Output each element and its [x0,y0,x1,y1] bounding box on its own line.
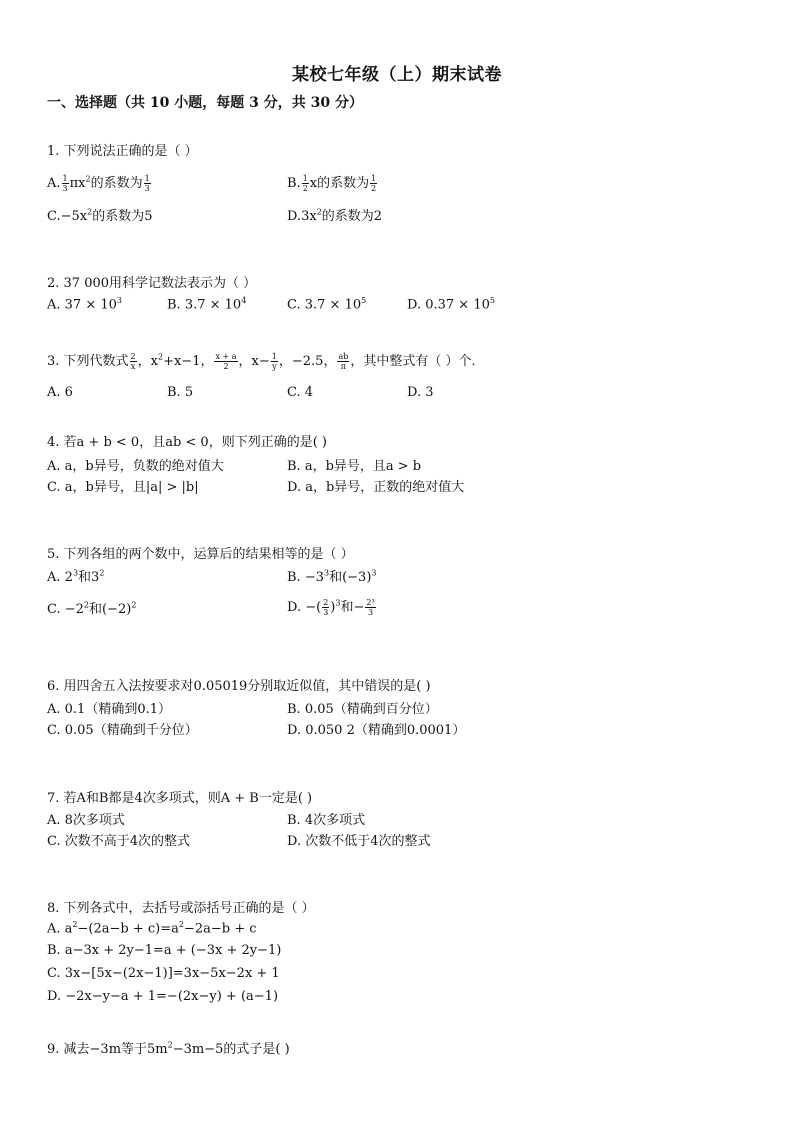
option-text: A. 37 × 10 [47,297,117,313]
option-text: 和3 [78,570,100,585]
question-5-option-a[interactable] [47,566,104,585]
question-7-option-a[interactable]: A. 8次多项式 [47,813,125,828]
question-6-option-b[interactable]: B. 0.05（精确到百分位） [287,702,438,717]
fraction [144,174,151,193]
question-1-option-d[interactable] [287,205,382,224]
question-8-stem: 8. 下列各式中，去括号或添括号正确的是（ ） [47,901,315,916]
option-label: B. [287,176,301,191]
stem-text: +x−1， [163,354,214,369]
question-4-stem: 4. 若a + b < 0，且ab < 0，则下列正确的是( ) [47,435,327,450]
question-3-option-c[interactable]: C. 4 [287,385,314,400]
exponent: 2 [99,568,105,578]
numerator: 1 [144,174,150,183]
exponent: 3 [116,296,122,305]
option-text: D. 0.37 × 10 [407,297,490,313]
section-heading-choice: 一、选择题（共 10 小题，每题 3 分，共 30 分） [47,95,363,111]
exponent: 3 [323,568,330,578]
denominator: 2 [371,184,377,193]
question-5-option-c[interactable] [47,598,136,617]
option-text: −(2a−b + c)=a [77,921,179,937]
option-text: A. a [47,921,73,937]
question-1-option-a[interactable] [47,172,152,193]
exponent: 2 [157,352,164,362]
question-8-option-b[interactable]: B. a−3x + 2y−1=a + (−3x + 2y−1) [47,943,282,958]
question-3-option-a[interactable]: A. 6 [47,385,73,400]
question-5-stem: 5. 下列各组的两个数中，运算后的结果相等的是（ ） [47,547,354,562]
question-8-option-d[interactable]: D. −2x−y−a + 1=−(2x−y) + (a−1) [47,989,279,1004]
option-text: C.−5x [47,209,88,224]
exponent: 3 [72,568,79,578]
question-3-option-b[interactable]: B. 5 [167,385,194,400]
exponent: 4 [241,296,247,305]
stem-text: −3m−5的式子是( ) [172,1042,290,1057]
exponent: 2 [72,920,78,929]
denominator: 3 [144,184,150,193]
fraction [302,174,309,193]
question-2-stem: 2. 37 000用科学记数法表示为（ ） [47,276,257,291]
numerator: x + a [215,352,237,361]
question-1-option-b[interactable] [287,172,378,193]
option-text: B. −3 [287,570,324,585]
page-title: 某校七年级（上）期末试卷 [292,65,502,85]
denominator: π [340,362,347,371]
option-text: A. 2 [47,570,73,585]
question-3-stem [47,350,484,371]
stem-text: ，其中整式有（ ）个． [350,354,485,369]
exponent: 2 [83,600,90,610]
exponent: 2 [178,920,184,929]
option-text: 和(−3) [329,570,372,585]
expression: πx [69,176,86,191]
exponent: 2 [316,207,322,217]
stem-text: ，−2.5， [278,354,337,369]
denominator: 2 [302,184,308,193]
option-text: −2a−b + c [183,921,257,937]
fraction [62,174,69,193]
option-text: D. −( [287,600,322,615]
exponent: 2 [85,174,91,184]
option-text: 和− [340,600,365,615]
numerator: 1 [62,174,68,183]
denominator: 3 [367,608,374,617]
question-8-option-c[interactable]: C. 3x−[5x−(2x−1)]=3x−5x−2x + 1 [47,966,280,981]
question-6-option-c[interactable]: C. 0.05（精确到千分位） [47,723,198,738]
stem-text: ，x− [238,354,270,369]
option-text: C. −2 [47,602,84,617]
numerator: 2 [323,598,329,607]
denominator: 2 [223,362,229,371]
question-7-option-d[interactable]: D. 次数不低于4次的整式 [287,834,431,849]
question-6-option-a[interactable]: A. 0.1（精确到0.1） [47,702,172,717]
stem-text: 9. 减去−3m等于5m [47,1042,168,1057]
stem-text: ，x [137,354,158,369]
fraction [322,598,329,617]
option-text: 的系数为2 [321,209,383,224]
question-7-stem: 7. 若A和B都是4次多项式，则A + B一定是( ) [47,791,313,806]
option-text: D.3x [287,209,317,224]
question-3-option-d[interactable]: D. 3 [407,385,434,400]
question-8-option-a[interactable] [47,920,257,936]
option-text: 和(−2) [89,602,132,617]
question-1-stem: 1. 下列说法正确的是（ ） [47,144,198,159]
question-6-option-d[interactable]: D. 0.050 2（精确到0.0001） [287,723,466,738]
question-2-option-a[interactable] [47,296,122,312]
denominator: x [130,362,136,371]
question-9-stem [47,1038,290,1057]
question-4-option-b[interactable]: B. a，b异号，且a > b [287,459,422,474]
question-5-option-b[interactable] [287,566,376,585]
fraction [214,352,237,371]
fraction [370,174,377,193]
numerator: 2³ [366,598,375,607]
question-2-option-b[interactable] [167,296,246,312]
numerator: 1 [271,352,277,361]
fraction [337,352,349,371]
numerator: ab [338,352,349,361]
question-4-option-a[interactable]: A. a，b异号，负数的绝对值大 [47,459,224,474]
question-4-option-d[interactable]: D. a，b异号，正数的绝对值大 [287,480,465,495]
question-1-option-c[interactable] [47,205,153,224]
option-text: 的系数为 [90,176,143,191]
question-2-option-c[interactable] [287,296,366,312]
denominator: 3 [323,608,329,617]
fraction [271,352,278,371]
denominator: y [272,362,277,371]
question-6-stem: 6. 用四舍五入法按要求对0.05019分别取近似值，其中错误的是( ) [47,679,431,694]
numerator: 1 [371,174,377,183]
fraction [130,352,137,371]
exponent: 5 [361,296,367,305]
option-text: C. 3.7 × 10 [287,297,362,313]
option-label: A. [47,176,61,191]
question-2-option-d[interactable] [407,296,495,312]
stem-text: 3. 下列代数式 [47,354,129,369]
exponent: 2 [87,207,93,217]
exponent: 3 [371,568,377,578]
question-7-option-b[interactable]: B. 4次多项式 [287,813,366,828]
fraction [365,598,375,617]
question-5-option-d[interactable] [287,596,377,617]
numerator: 1 [302,174,308,183]
option-text: B. 3.7 × 10 [167,297,242,313]
option-text: 的系数为5 [92,209,153,224]
question-7-option-c[interactable]: C. 次数不高于4次的整式 [47,834,191,849]
exponent: 2 [131,600,137,610]
exponent: 2 [167,1040,173,1050]
exponent: 5 [489,296,495,305]
option-text: ) [330,600,336,615]
question-4-option-c[interactable]: C. a，b异号，且|a| > |b| [47,480,199,495]
numerator: 2 [130,352,136,361]
denominator: 3 [62,184,68,193]
exponent: 3 [335,598,341,608]
option-text: x的系数为 [309,176,370,191]
